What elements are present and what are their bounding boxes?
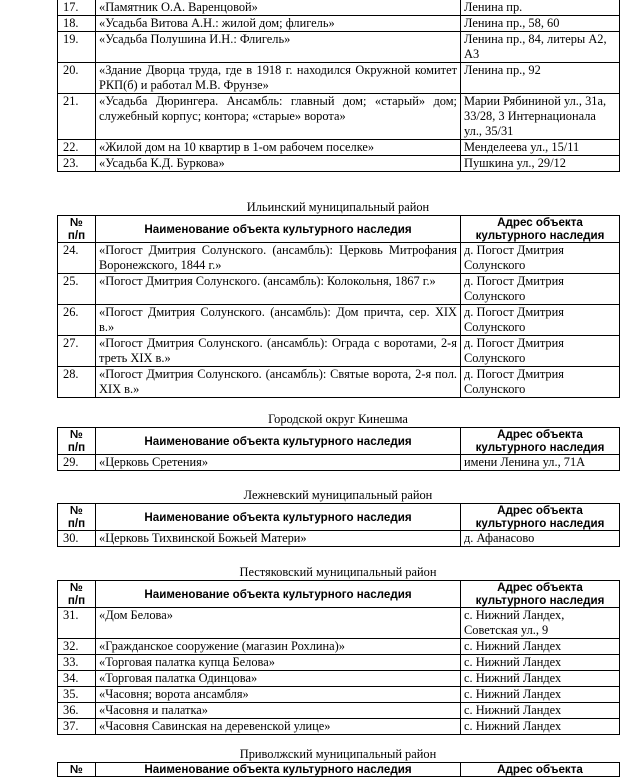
header-num: № п/п [58,581,96,608]
header-address: Адрес объекта культурного наследия [461,216,620,243]
object-address: д. Погост Дмитрия Солунского [461,367,620,398]
row-number: 27. [58,336,96,367]
table-row [58,16,620,32]
object-address: Ленина пр., 58, 60 [461,16,620,32]
row-number: 20. [58,63,96,94]
object-address: имени Ленина ул., 71А [461,455,620,471]
object-name: «Усадьба Витова А.Н.: жилой дом; флигель» [96,16,461,32]
heritage-table-lezhnevsky [57,503,620,547]
header-address: Адрес объекта культурного наследия [461,581,620,608]
object-address: Марии Рябининой ул., 31а, 33/28, 3 Интернационала ул., 35/31 [461,94,620,140]
table-row [58,156,620,172]
section-caption: Пестяковский муниципальный район [239,565,437,579]
object-address: с. Нижний Ландех [461,703,620,719]
row-number: 23. [58,156,96,172]
object-address: д. Погост Дмитрия Солунского [461,274,620,305]
object-address: д. Погост Дмитрия Солунского [461,305,620,336]
table-header-row [58,581,620,608]
object-address: с. Нижний Ландех [461,719,620,735]
object-name: «Усадьба Дюрингера. Ансамбль: главный дом; «старый» дом; служебный корпус; контора; «старые» ворота» [96,94,461,140]
heritage-table-continuation [57,0,620,172]
table-row [58,274,620,305]
object-name: «Жилой дом на 10 квартир в 1-ом рабочем поселке» [96,140,461,156]
row-number: 19. [58,32,96,63]
table-row [58,655,620,671]
header-address: Адрес объекта культурного наследия [461,504,620,531]
object-address: д. Погост Дмитрия Солунского [461,336,620,367]
heritage-table-pestyakovsky [57,580,620,735]
object-name: «Церковь Сретения» [96,455,461,471]
row-number: 31. [58,608,96,639]
object-name: «Погост Дмитрия Солунского. (ансамбль): Церковь Митрофания Воронежского, 1844 г.» [96,243,461,274]
object-name: «Торговая палатка Одинцова» [96,671,461,687]
table-row [58,608,620,639]
row-number: 32. [58,639,96,655]
header-num: № [58,763,96,777]
object-address: Ленина пр., 92 [461,63,620,94]
header-num: № п/п [58,216,96,243]
table-header-row [58,428,620,455]
table-row [58,687,620,703]
table-row [58,305,620,336]
object-address: с. Нижний Ландех [461,671,620,687]
header-name: Наименование объекта культурного наследия [96,581,461,608]
object-name: «Часовня; ворота ансамбля» [96,687,461,703]
row-number: 37. [58,719,96,735]
table-row [58,671,620,687]
row-number: 35. [58,687,96,703]
row-number: 30. [58,531,96,547]
row-number: 29. [58,455,96,471]
object-address: Ленина пр., 84, литеры А2, А3 [461,32,620,63]
object-address: Пушкина ул., 29/12 [461,156,620,172]
object-address: с. Нижний Ландех [461,639,620,655]
row-number: 18. [58,16,96,32]
heritage-table-ilinsky [57,215,620,398]
object-name: «Здание Дворца труда, где в 1918 г. находился Окружной комитет РКП(б) и работал М.В. Фрунзе» [96,63,461,94]
row-number: 25. [58,274,96,305]
row-number: 21. [58,94,96,140]
header-name: Наименование объекта культурного наследия [96,216,461,243]
row-number: 26. [58,305,96,336]
table-header-row [58,763,620,777]
object-name: «Погост Дмитрия Солунского. (ансамбль): Ограда с воротами, 2-я треть XIX в.» [96,336,461,367]
table-row [58,719,620,735]
object-name: «Погост Дмитрия Солунского. (ансамбль): Святые ворота, 2-я пол. XIX в.» [96,367,461,398]
table-row [58,32,620,63]
object-name: «Погост Дмитрия Солунского. (ансамбль): Колокольня, 1867 г.» [96,274,461,305]
section-caption: Лежневский муниципальный район [243,488,433,502]
object-name: «Торговая палатка купца Белова» [96,655,461,671]
header-name: Наименование объекта культурного наследия [96,428,461,455]
header-address: Адрес объекта культурного наследия [461,428,620,455]
table-header-row [58,216,620,243]
table-row [58,94,620,140]
object-address: с. Нижний Ландех, Советская ул., 9 [461,608,620,639]
object-address: Менделеева ул., 15/11 [461,140,620,156]
object-name: «Памятник О.А. Варенцовой» [96,0,461,16]
table-row [58,336,620,367]
row-number: 36. [58,703,96,719]
object-name: «Усадьба К.Д. Буркова» [96,156,461,172]
object-name: «Дом Белова» [96,608,461,639]
table-row [58,455,620,471]
heritage-table-kineshma [57,427,620,471]
row-number: 17. [58,0,96,16]
heritage-table-privolzhsky [57,762,620,777]
header-num: № п/п [58,504,96,531]
object-address: с. Нижний Ландех [461,655,620,671]
table-row [58,639,620,655]
row-number: 33. [58,655,96,671]
object-address: д. Погост Дмитрия Солунского [461,243,620,274]
object-name: «Церковь Тихвинской Божьей Матери» [96,531,461,547]
row-number: 24. [58,243,96,274]
object-name: «Часовня Савинская на деревенской улице» [96,719,461,735]
object-address: Ленина пр. [461,0,620,16]
table-row [58,140,620,156]
header-name: Наименование объекта культурного наследия [96,763,461,777]
section-caption: Ильинский муниципальный район [246,200,430,214]
row-number: 28. [58,367,96,398]
header-address: Адрес объекта [461,763,620,777]
table-row [58,531,620,547]
table-row [58,703,620,719]
object-name: «Погост Дмитрия Солунского. (ансамбль): Дом причта, сер. XIX в.» [96,305,461,336]
object-name: «Часовня и палатка» [96,703,461,719]
row-number: 34. [58,671,96,687]
table-row [58,367,620,398]
table-header-row [58,504,620,531]
table-row [58,63,620,94]
header-num: № п/п [58,428,96,455]
header-name: Наименование объекта культурного наследия [96,504,461,531]
object-name: «Усадьба Полушина И.Н.: Флигель» [96,32,461,63]
section-caption: Приволжский муниципальный район [239,747,437,761]
object-address: с. Нижний Ландех [461,687,620,703]
section-caption: Городской округ Кинешма [268,412,408,426]
row-number: 22. [58,140,96,156]
object-name: «Гражданское сооружение (магазин Рохлина)» [96,639,461,655]
table-row [58,0,620,16]
object-address: д. Афанасово [461,531,620,547]
table-row [58,243,620,274]
